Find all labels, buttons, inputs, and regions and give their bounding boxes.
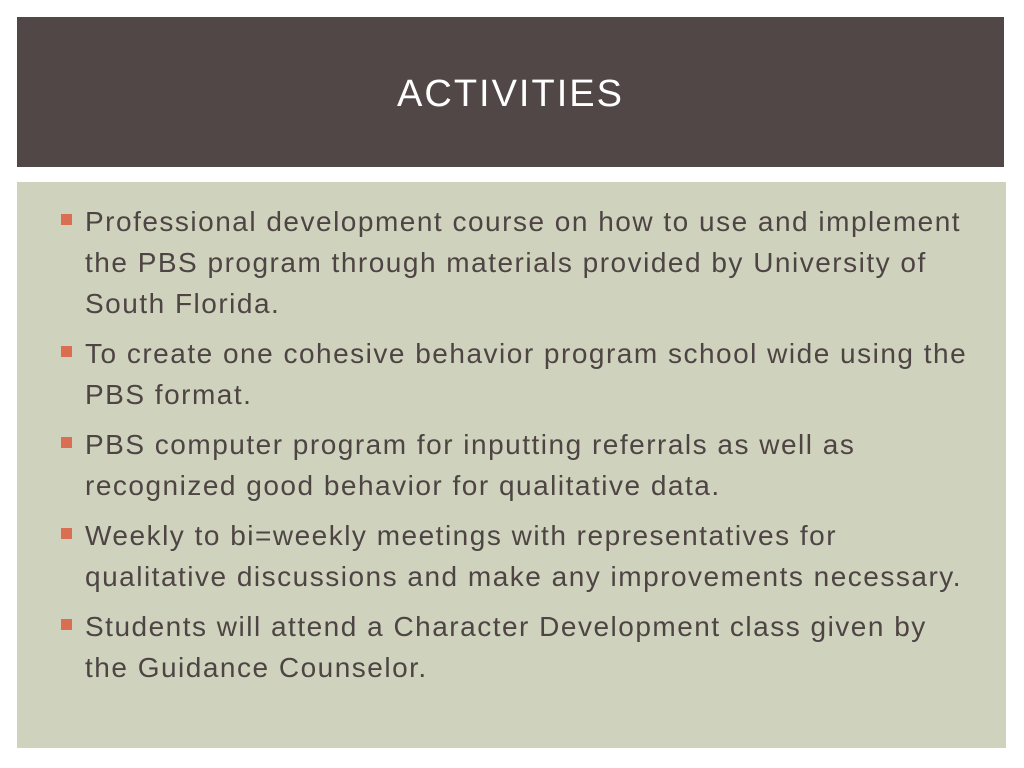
slide-title: ACTIVITIES [397, 72, 624, 115]
bullet-item [61, 515, 976, 597]
square-bullet-icon [61, 619, 72, 630]
bullet-item [61, 424, 976, 506]
square-bullet-icon [61, 214, 72, 225]
bullet-text: Weekly to bi=weekly meetings with representatives for qualitative discussions and make any improvements necessary. [85, 520, 962, 592]
bullet-text: PBS computer program for inputting referrals as well as recognized good behavior for qualitative data. [85, 429, 856, 501]
bullet-item [61, 201, 976, 324]
square-bullet-icon [61, 346, 72, 357]
content-box [17, 182, 1006, 748]
bullet-item [61, 606, 976, 688]
bullet-item [61, 333, 976, 415]
square-bullet-icon [61, 528, 72, 539]
bullet-text: To create one cohesive behavior program school wide using the PBS format. [85, 338, 968, 410]
bullet-text: Professional development course on how to use and implement the PBS program through materials provided by University of South Florida. [85, 206, 962, 319]
square-bullet-icon [61, 437, 72, 448]
bullet-list [61, 201, 976, 688]
title-band [17, 17, 1004, 167]
bullet-text: Students will attend a Character Development class given by the Guidance Counselor. [85, 611, 927, 683]
